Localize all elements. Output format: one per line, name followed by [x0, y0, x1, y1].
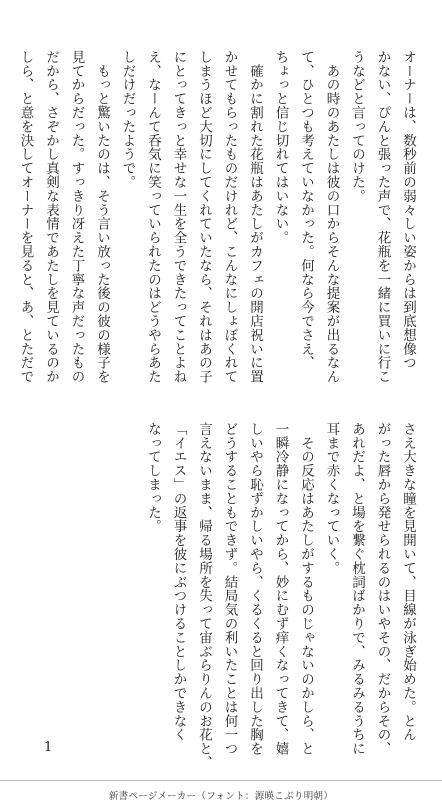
page-number: 1	[44, 740, 53, 755]
text-block-lower: さえ大きな瞳を見開いて、目線が泳ぎ始めた。とん がった唇から発せられるのはいやその、だからその、 あれだよ、と場を繋ぐ枕詞ばかりで、みるみるうちに 耳まで赤くなっていく。 その反応はあたしがするものじゃないのかしら、と 一瞬冷静になってから、妙にむず痒くなってきて、嬉 しいやら恥ずかしいやら、くるくると回り出した胸を どうすることもできず。結局気の利いたことは何一つ 言えないまま、帰る場所を失って宙ぶらりんのお花と、 「イエス」の返事を彼にぶつけることしかできなく なってしまった。	[145, 422, 416, 770]
text-block-upper: オーナーは、数秒前の弱々しい姿からは到底想像つ かない、ぴんと張った声で、花瓶を一緒に買いに行こ うなどと言ってのけた。 あの時のあたしは彼の口からそんな提案が出るなん て、ひとつも考えていなかった。何なら今でさえ、 ちょっと信じ切れてはいない。 確かに割れた花瓶はあたしがカフェの開店祝いに置 かせてもらったものだけれど、こんなにしょぼくれて しまうほど大切にしてくれていたなら、それはあの子 にとってきっと幸せな一生を全うできたってことよね え、なーんて呑気に笑っていられたのはどうやらあた しだけだったようで。 もっと驚いたのは、そう言い放った後の彼の様子を 見てからだった。すっきり冴えた丁寧な声だったもの だから、さぞかし真剣な表情であたしを見ているのか しら、と意を決してオーナーを見ると、あ、とただで	[17, 50, 416, 384]
footer-divider	[0, 780, 442, 781]
footer-caption: 新書ページメーカー（フォント：源暎こぶり明朝）	[108, 791, 334, 802]
